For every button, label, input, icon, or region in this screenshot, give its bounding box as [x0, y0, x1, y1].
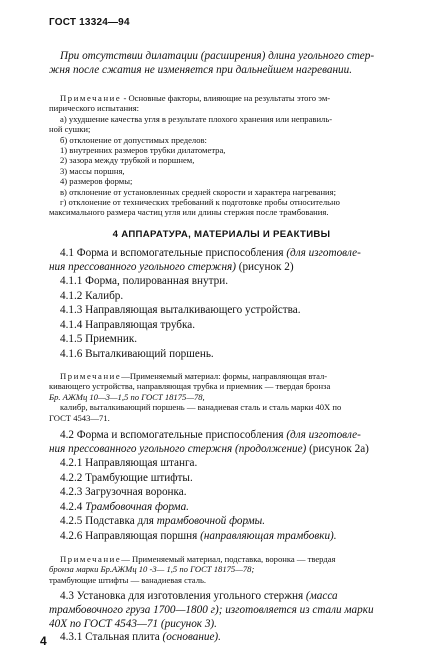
clause-4-2-items [49, 456, 394, 544]
clause-4-3 [49, 589, 394, 631]
document-header: ГОСТ 13324—94 [49, 17, 130, 28]
clause-4-1-items [49, 274, 394, 362]
note-label: Примечание [60, 93, 122, 103]
note-factors [49, 93, 394, 218]
note-line: Бр. АЖМц 10—3—1,5 по ГОСТ 18175—78, [49, 391, 205, 402]
list-item: 4.1.6 Выталкивающий поршень. [60, 347, 214, 360]
note-factors-line: 1) внутренних размеров трубки дилатометра, [60, 145, 226, 156]
note-factors-line: пирического испытания: [49, 103, 140, 114]
note-factors-line: г) отклонение от технических требований к подготовке пробы относительно [60, 197, 340, 208]
clause-4-2-heading-line-2: ния прессованного угольного стержня (продолжение) (рисунок 2а) [49, 443, 369, 455]
list-item: 4.1.5 Приемник. [60, 333, 138, 346]
list-item: 4.2.4 Трамбовочная форма. [60, 500, 189, 513]
note-line: кивающего устройства, направляющая трубка и приемник — твердая бронза [49, 381, 331, 392]
note-material-4-1 [49, 371, 394, 423]
note-material-4-2 [49, 554, 394, 585]
list-item: 4.2.5 Подставка для трамбовочной формы. [60, 515, 266, 528]
section-title: 4 АППАРАТУРА, МАТЕРИАЛЫ И РЕАКТИВЫ [112, 229, 331, 240]
clause-4-2-heading-line-1: 4.2 Форма и вспомогательные приспособления (для изготовле- [60, 429, 361, 441]
list-item: 4.1.3 Направляющая выталкивающего устройства. [60, 304, 301, 317]
note-factors-line: в) отклонение от установленных средней скорости и характера нагревания; [60, 186, 336, 197]
intro-line-2: жня после сжатия не изменяется при дальнейшем нагревании. [49, 64, 353, 76]
list-item: 4.2.1 Направляющая штанга. [60, 457, 198, 469]
list-item: 4.2.6 Направляющая поршня (направляющая трамбовки). [60, 529, 337, 542]
note-line: Примечание—Применяемый материал: формы, направляющая втал- [60, 371, 328, 381]
list-item: 4.2.3 Загрузочная воронка. [60, 486, 187, 499]
note-line: трамбующие штифты — ванадиевая сталь. [49, 574, 207, 585]
clause-4-1-heading-line-2: ния прессованного угольного стержня) (рисунок 2) [49, 261, 294, 273]
note-factors-line: ной сушки; [49, 124, 91, 135]
intro-line-1: При отсутствии дилатации (расширения) длина угольного стер- [60, 50, 375, 62]
note-line: ГОСТ 4543—71. [49, 412, 110, 423]
clause-4-3-line-2: трамбовочного груза 1700—1800 г); изготовляется из стали марки [49, 604, 374, 616]
clause-4-3-line-1: 4.3 Установка для изготовления угольного стержня (масса [60, 590, 338, 602]
clause-4-1 [49, 246, 394, 274]
clause-4-1-heading-line-1: 4.1 Форма и вспомогательные приспособления (для изготовле- [60, 247, 361, 259]
note-line: Примечание— Применяемый материал, подставка, воронка — твердая [60, 554, 336, 564]
intro-paragraph [49, 49, 394, 77]
note-factors-line-1: Примечание - Основные факторы, влияющие на результаты этого эм- [60, 93, 331, 103]
note-factors-line: 2) зазора между трубкой и поршнем, [60, 155, 195, 166]
note-factors-line: 3) массы поршня, [60, 165, 125, 176]
note-label: Примечание [60, 371, 122, 381]
note-factors-line: максимального размера частиц угля или длины стержня после трамбования. [49, 207, 329, 218]
clause-4-3-line-3: 40Х по ГОСТ 4543—71 (рисунок 3). [49, 618, 217, 630]
note-label: Примечание [60, 554, 122, 564]
clause-4-2 [49, 428, 394, 456]
note-factors-line: 4) размеров формы; [60, 176, 133, 187]
clause-4-3-items [49, 630, 394, 645]
list-item: 4.3.1 Стальная плита (основание). [60, 631, 221, 643]
note-factors-line: а) ухудшение качества угля в результате плохого хранения или неправиль- [60, 113, 333, 124]
list-item: 4.1.1 Форма, полированная внутри. [60, 275, 229, 287]
list-item: 4.1.2 Калибр. [60, 289, 124, 302]
page-number: 4 [40, 634, 47, 648]
note-line: калибр, выталкивающий поршень — ванадиевая сталь и сталь марки 40Х по [60, 402, 342, 413]
note-line: бронза марки Бр.АЖМц 10 -3— 1,5 по ГОСТ 18175—78; [49, 564, 255, 575]
note-factors-line: б) отклонение от допустимых пределов: [60, 134, 207, 145]
list-item: 4.2.2 Трамбующие штифты. [60, 471, 193, 484]
list-item: 4.1.4 Направляющая трубка. [60, 318, 195, 331]
